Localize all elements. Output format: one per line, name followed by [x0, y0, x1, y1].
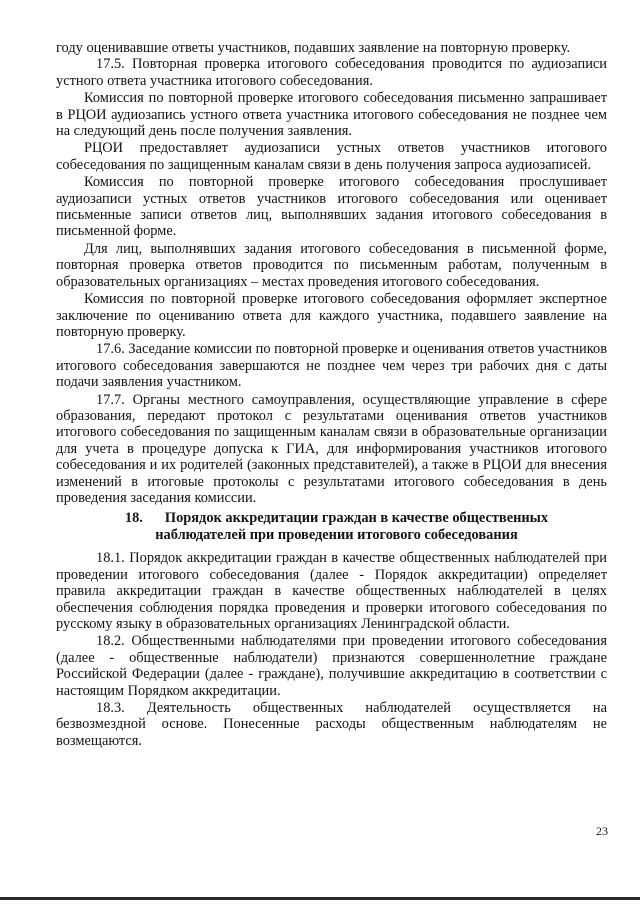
scan-edge-bar [0, 897, 640, 900]
paragraph-18-3: 18.3. Деятельность общественных наблюдателей осуществляется на безвозмездной основе. Понесенные расходы общественным наблюдателям не возмещаются. [56, 700, 607, 749]
paragraph-commission-listens: Комиссия по повторной проверке итогового собеседования прослушивает аудиозаписи устных ответов участников итогового собеседования или оценивает письменные записи ответов лиц, выполнявших задания итогового собеседования в письменной форме. [56, 174, 607, 240]
section-number: 18. [124, 510, 143, 527]
section-title-line-1: Порядок аккредитации граждан в качестве общественных [164, 510, 549, 527]
paragraph-written-form: Для лиц, выполнявших задания итогового собеседования в письменной форме, повторная проверка ответов проводится по письменным работам, полученным в образовательных организациях – местах проведения итогового собеседования. [56, 240, 607, 290]
paragraph-expert-conclusion: Комиссия по повторной проверке итогового собеседования оформляет экспертное заключение по оцениванию ответа для каждого участника, подавшего заявление на повторную проверку. [56, 291, 607, 340]
page-number: 23 [596, 824, 608, 838]
paragraph-continuation: году оценивавшие ответы участников, подавших заявление на повторную проверку. [56, 40, 571, 56]
paragraph-17-5: 17.5. Повторная проверка итогового собеседования проводится по аудиозаписи устного ответа участника итогового собеседования. [56, 56, 607, 89]
paragraph-18-2: 18.2. Общественными наблюдателями при проведении итогового собеседования (далее - общественные наблюдатели) признаются совершеннолетние граждане Российской Федерации (далее - граждане), получившие аккредитацию в соответствии с настоящим Порядком аккредитации. [56, 633, 607, 699]
paragraph-rcoi-provides: РЦОИ предоставляет аудиозаписи устных ответов участников итогового собеседования по защищенным каналам связи в день получения запроса аудиозаписей. [56, 140, 607, 173]
paragraph-18-1: 18.1. Порядок аккредитации граждан в качестве общественных наблюдателей при проведении итогового собеседования (далее - Порядок аккредитации) определяет правила аккредитации граждан в качестве общественных наблюдателей в целях обеспечения соблюдения порядка проведения и проверки итогового собеседования по русскому языку в образовательных организациях Ленинградской области. [56, 550, 607, 632]
paragraph-17-7: 17.7. Органы местного самоуправления, осуществляющие управление в сфере образования, передают протокол с результатами оценивания ответов участников итогового собеседования по защищенным каналам связи в образовательные организации для учета в процедуре допуска к ГИА, для информирования участников итогового собеседования и их родителей (законных представителей), а также в РЦОИ для внесения изменений в итоговые протоколы с результатами итогового собеседования в день проведения заседания комиссии. [56, 391, 607, 506]
document-body [56, 40, 607, 749]
section-heading [56, 510, 607, 544]
paragraph-commission-request: Комиссия по повторной проверке итогового собеседования письменно запрашивает в РЦОИ аудиозапись устного ответа участника итогового собеседования не позднее чем на следующий день после получения заявления. [56, 90, 607, 140]
section-title-line-2: наблюдателей при проведении итогового собеседования [155, 527, 518, 544]
section-heading-line-1 [66, 510, 607, 527]
paragraph-17-6: 17.6. Заседание комиссии по повторной проверке и оценивания ответов участников итогового собеседования завершаются не позднее чем через три рабочих дня с даты подачи заявления участником. [56, 341, 607, 391]
